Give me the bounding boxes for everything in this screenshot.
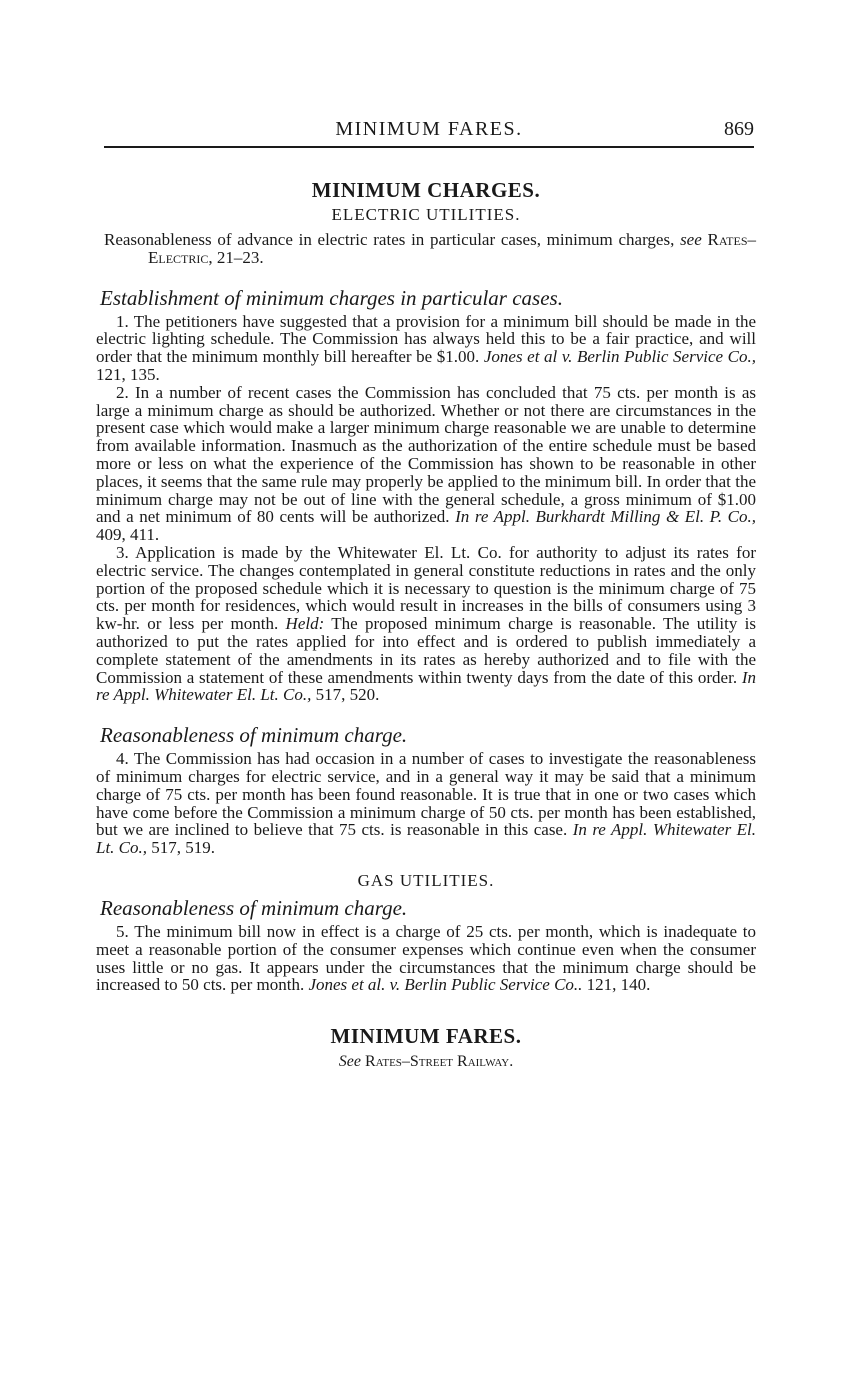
subsection-heading-electric: ELECTRIC UTILITIES.	[331, 205, 521, 224]
cross-ref-text: Reasonableness of advance in electric rates in particular cases, minimum charges,	[104, 230, 675, 249]
cross-ref-target: Rates–Electric,	[148, 230, 757, 267]
page-body	[96, 178, 756, 1071]
paragraph-3-text: 3. Application is made by the Whitewater El. Lt. Co. for authority to adjust its rates for electric service. The changes contemplated in general constitute reductions in rates and the only portion of the proposed schedule which it is necessary to question is the minimum charge of 75 cts. per month for residences, which would result in increases in the bills of consumers using 3 kw-hr. or less per month.	[96, 542, 756, 634]
paragraph-3	[96, 544, 756, 704]
paragraph-5-pages: 121, 140.	[586, 975, 651, 995]
paragraph-5-citation: Jones et al. v. Berlin Public Service Co..	[308, 975, 583, 995]
running-header	[104, 116, 754, 148]
paragraph-3-pages: 517, 520.	[315, 685, 380, 705]
topic-heading-reasonableness-gas: Reasonableness of minimum charge.	[100, 895, 408, 920]
paragraph-1	[96, 313, 756, 384]
topic-heading-establishment: Establishment of minimum charges in particular cases.	[100, 285, 563, 310]
paragraph-5-text: 5. The minimum bill now in effect is a charge of 25 cts. per month, which is inadequate to meet a reasonable portion of the consumer expenses which continue even when the consumer uses little or no gas. It appears under the circumstances that the minimum charge should be increased to 50 cts. per month.	[96, 921, 756, 995]
paragraph-4-citation: In re Appl. Whitewater El. Lt. Co.,	[96, 820, 757, 858]
paragraph-2-citation: In re Appl. Burkhardt Milling & El. P. Co.,	[455, 507, 756, 527]
subsection-heading-gas: GAS UTILITIES.	[357, 870, 495, 890]
paragraph-1-text: 1. The petitioners have suggested that a provision for a minimum bill should be made in the electric lighting schedule. The Commission has always held this to be a fair practice, and will order that the minimum monthly bill hereafter be $1.00.	[96, 311, 756, 367]
cross-reference-electric	[96, 231, 756, 267]
see-ref-see: See	[338, 1053, 361, 1071]
see-reference-fares	[96, 1053, 756, 1071]
paragraph-3-held: Held:	[285, 614, 325, 634]
paragraph-4-pages: 517, 519.	[151, 838, 216, 858]
see-ref-target: Rates–Street Railway.	[364, 1053, 514, 1071]
section-heading-minimum-fares: MINIMUM FARES.	[330, 1024, 522, 1049]
section-heading-minimum-charges: MINIMUM CHARGES.	[311, 178, 541, 202]
paragraph-2	[96, 384, 756, 544]
paragraph-2-pages: 409, 411.	[96, 525, 160, 545]
topic-heading-reasonableness-electric: Reasonableness of minimum charge.	[100, 723, 408, 748]
paragraph-4	[96, 750, 756, 857]
paragraph-4-text: 4. The Commission has had occasion in a number of cases to investigate the reasonableness of minimum charges for electric service, and in a general way it may be said that a minimum charge of 75 cts. per month has been found reasonable. It is true that in one or two cases which have come before the Commission a minimum charge of 50 cts. per month has been established, but we are inclined to believe that 75 cts. is reasonable in this case.	[96, 749, 756, 840]
page-number: 869	[724, 118, 754, 140]
cross-ref-see: see	[680, 230, 702, 249]
paragraph-3-text-continued: The proposed minimum charge is reasonable. The utility is authorized to put the rates applied for into effect and is ordered to publish immediately a complete statement of the amendments in its rates as hereby authorized and to file with the Commission a statement of these amendments within twenty days from the date of this order.	[96, 614, 756, 687]
paragraph-1-pages: 121, 135.	[96, 364, 160, 384]
paragraph-1-citation: Jones et al v. Berlin Public Service Co.,	[483, 347, 756, 367]
running-title: MINIMUM FARES.	[335, 118, 523, 140]
paragraph-3-citation: In re Appl. Whitewater El. Lt. Co.,	[96, 667, 756, 705]
cross-ref-pages: 21–23.	[216, 247, 264, 267]
paragraph-2-text: 2. In a number of recent cases the Commission has concluded that 75 cts. per month is as large a minimum charge as should be authorized. Whether or not there are circumstances in the present case which would make a larger minimum charge reasonable we are unable to determine from available information. Inasmuch as the authorization of the entire schedule must be based more or less on what the experience of the Commission has shown to be reasonable in other places, it seems that the same rule may properly be applied to the minimum bill. In order that the minimum charge may not be out of line with the general schedule, a gross minimum of $1.00 and a net minimum of 80 cents will be authorized.	[96, 382, 756, 527]
paragraph-5	[96, 923, 756, 994]
